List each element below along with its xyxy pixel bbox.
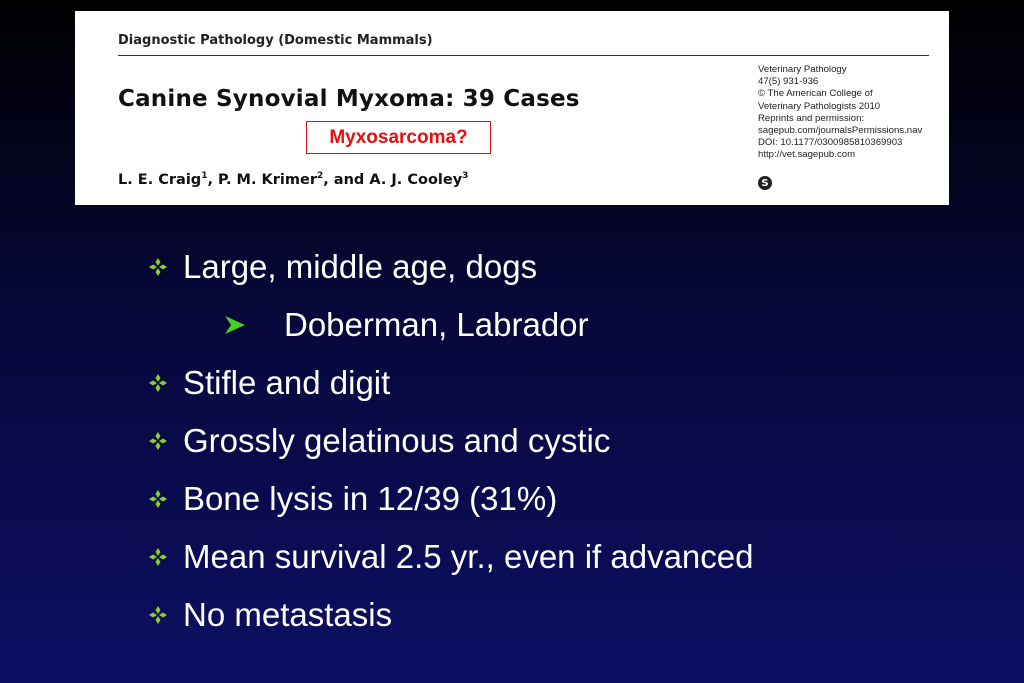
bullet-text: Large, middle age, dogs [183,248,538,285]
bullet-item [148,538,753,576]
pub-info-line: sagepub.com/journalsPermissions.nav [758,125,923,137]
pub-info-line: Veterinary Pathology [758,64,847,75]
pub-info-line: 47(5) 931-936 [758,76,819,88]
diamond-bullet-icon [148,431,168,451]
sage-logo-icon: S [758,176,772,190]
arrowhead-bullet-icon [224,315,246,335]
pub-info-line: http://vet.sagepub.com [758,149,856,161]
bullet-item [148,248,537,286]
bullet-item [148,596,392,634]
pub-info-line: Reprints and permission: [758,112,865,124]
author-name: P. M. Krimer [218,171,317,188]
diamond-bullet-icon [148,547,168,567]
bullet-text: Grossly gelatinous and cystic [183,422,611,459]
bullet-text: Stifle and digit [183,364,391,401]
diamond-bullet-icon [148,257,168,277]
bullet-text: Doberman, Labrador [284,306,589,343]
author-affiliation: 1 [201,171,208,181]
bullet-text: Bone lysis in 12/39 (31%) [183,480,558,517]
author-separator: , and [323,171,370,188]
bullet-text: Mean survival 2.5 yr., even if advanced [183,538,754,575]
bullet-item [148,480,557,518]
sub-bullet-item [224,306,589,344]
author-separator: , [207,171,219,188]
pub-info-line: DOI: 10.1177/0300985810369903 [758,137,903,149]
bullet-item [148,422,610,460]
bullet-item [148,364,390,402]
author-affiliation: 3 [462,171,469,181]
pub-info-line: © The American College of [758,88,873,100]
journal-section-label: Diagnostic Pathology (Domestic Mammals) [118,33,433,48]
diamond-bullet-icon [148,605,168,625]
author-affiliation: 2 [316,171,324,181]
diamond-bullet-icon [148,489,168,509]
author-name: A. J. Cooley [369,171,463,188]
author-name: L. E. Craig [118,171,202,188]
bullet-text: No metastasis [183,596,393,633]
pub-info-line: Veterinary Pathologists 2010 [758,100,881,112]
diamond-bullet-icon [148,373,168,393]
article-title: Canine Synovial Myxoma: 39 Cases [118,86,580,112]
myxosarcoma-callout: Myxosarcoma? [306,121,491,154]
